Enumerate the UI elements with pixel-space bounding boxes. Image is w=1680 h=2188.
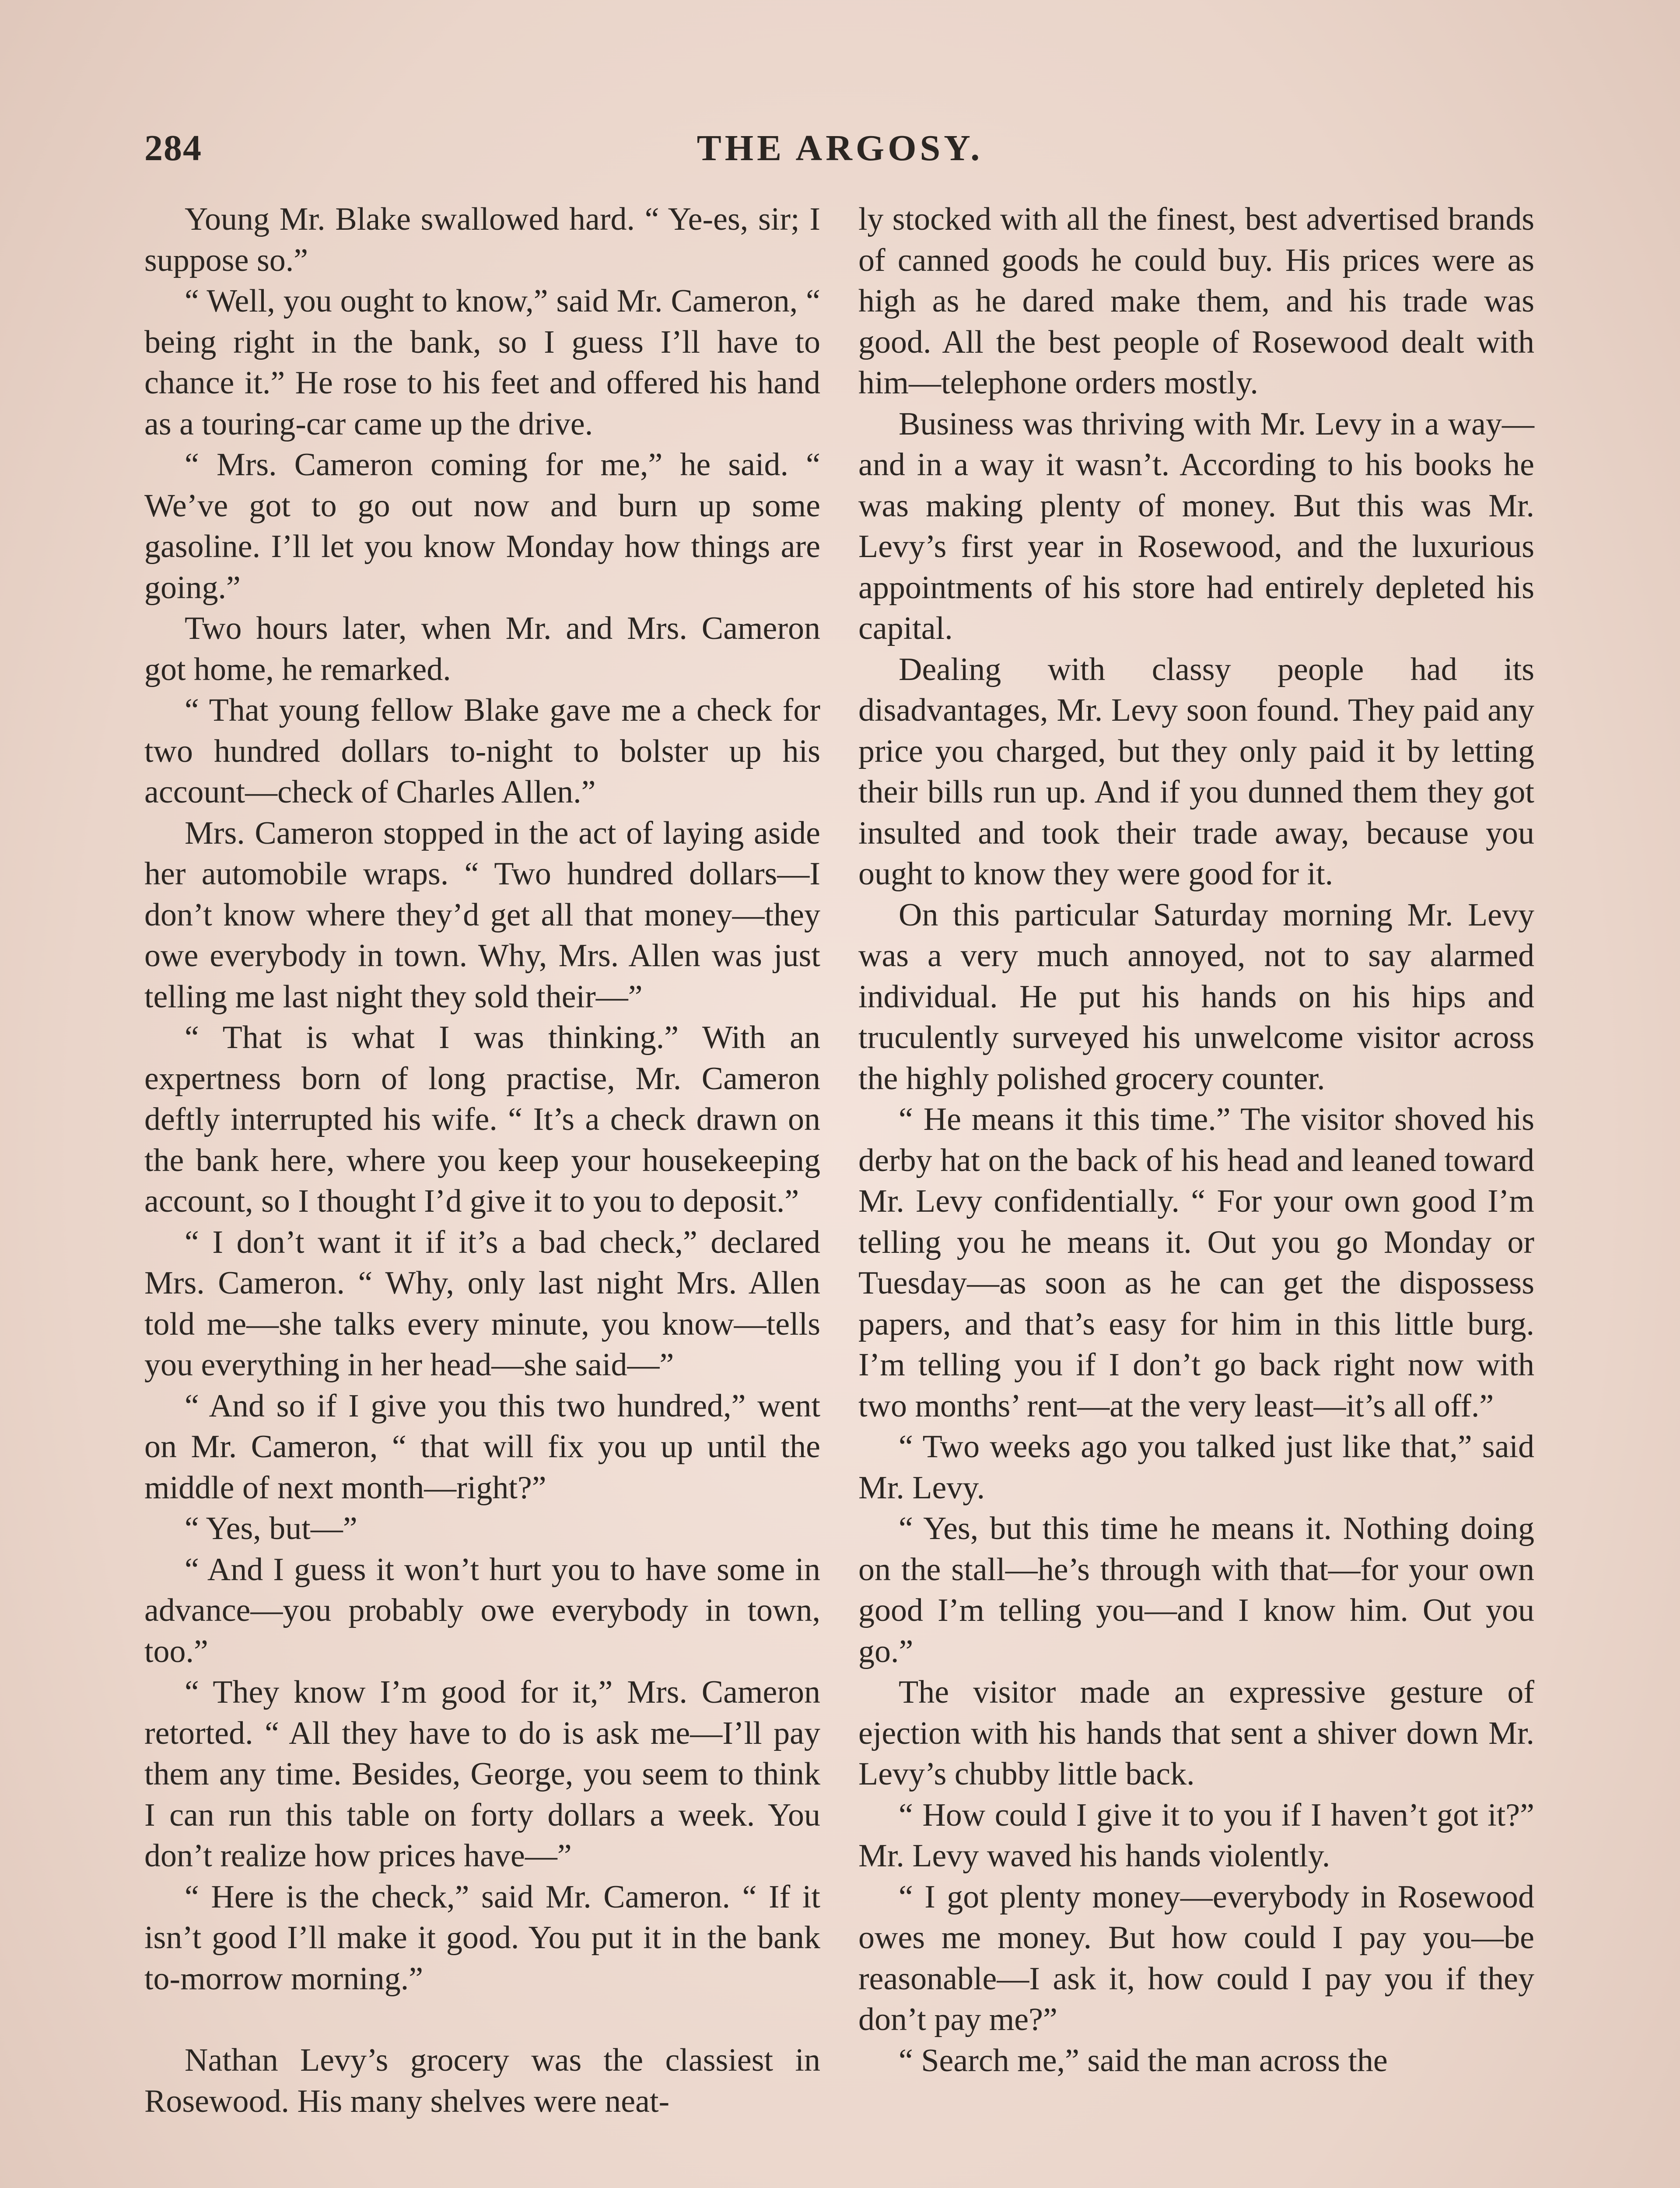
paragraph: Two hours later, when Mr. and Mrs. Cameron got home, he remarked. <box>144 610 820 687</box>
right-column <box>858 199 1534 2081</box>
paragraph: “ Yes, but—” <box>185 1511 357 1546</box>
paragraph: “ That young fellow Blake gave me a check for two hundred dollars to-night to bolster up his account—check of Charles Allen.” <box>144 692 820 810</box>
running-title: THE ARGOSY. <box>696 128 984 168</box>
paragraph: “ I got plenty money—everybody in Rosewood owes me money. But how could I pay you—be reasonable—I ask it, how could I pay you if they don’t pay me?” <box>858 1879 1534 2037</box>
paragraph: On this particular Saturday morning Mr. Levy was a very much annoyed, not to say alarmed individual. He put his hands on his hips and truculently surveyed his unwelcome visitor across the highly polished grocery counter. <box>858 897 1534 1097</box>
paragraph: “ And I guess it won’t hurt you to have some in advance—you probably owe everybody in town, too.” <box>144 1551 820 1669</box>
paragraph: ly stocked with all the finest, best advertised brands of canned goods he could buy. His prices were as high as he dared make them, and his trade was good. All the best people of Rosewood dealt with him—telephone orders mostly. <box>858 201 1534 401</box>
paragraph: “ Well, you ought to know,” said Mr. Cameron, “ being right in the bank, so I guess I’ll have to chance it.” He rose to his feet and offered his hand as a touring-car came up the drive. <box>144 283 820 442</box>
paragraph: “ Two weeks ago you talked just like that,” said Mr. Levy. <box>858 1429 1534 1506</box>
paragraph: Nathan Levy’s grocery was the classiest in Rosewood. His many shelves were neat- <box>144 2042 820 2119</box>
paragraph: “ How could I give it to you if I haven’t got it?” Mr. Levy waved his hands violently. <box>858 1797 1534 1874</box>
paragraph: “ Mrs. Cameron coming for me,” he said. “ We’ve got to go out now and burn up some gasoline. I’ll let you know Monday how things are going.” <box>144 447 820 606</box>
paragraph: Young Mr. Blake swallowed hard. “ Ye-es, sir; I suppose so.” <box>144 201 820 278</box>
page-number: 284 <box>144 128 202 168</box>
paragraph: “ He means it this time.” The visitor shoved his derby hat on the back of his head and leaned toward Mr. Levy confidentially. “ For your own good I’m telling you he means it. Out you go Monday or Tuesday—as soon as he can get the dispossess papers, and that’s easy for him in this little burg. I’m telling you if I don’t go back right now with two months’ rent—at the very least—it’s all off.” <box>858 1101 1534 1424</box>
paragraph: “ They know I’m good for it,” Mrs. Cameron retorted. “ All they have to do is ask me—I’ll pay them any time. Besides, George, you seem to think I can run this table on forty dollars a week. You don’t realize how prices have—” <box>144 1674 820 1874</box>
paragraph: “ And so if I give you this two hundred,” went on Mr. Cameron, “ that will fix you up until the middle of next month—right?” <box>144 1388 820 1506</box>
paragraph: “ Yes, but this time he means it. Nothing doing on the stall—he’s through with that—for your own good I’m telling you—and I know him. Out you go.” <box>858 1511 1534 1669</box>
left-column <box>144 199 820 2122</box>
paragraph: “ That is what I was thinking.” With an expertness born of long practise, Mr. Cameron deftly interrupted his wife. “ It’s a check drawn on the bank here, where you keep your housekeeping account, so I thought I’d give it to you to deposit.” <box>144 1020 820 1219</box>
paragraph: Business was thriving with Mr. Levy in a way—and in a way it wasn’t. According to his books he was making plenty of money. But this was Mr. Levy’s first year in Rosewood, and the luxurious appointments of his store had entirely depleted his capital. <box>858 406 1534 646</box>
paragraph: Mrs. Cameron stopped in the act of laying aside her automobile wraps. “ Two hundred dollars—I don’t know where they’d get all that money—they owe everybody in town. Why, Mrs. Allen was just telling me last night they sold their—” <box>144 815 820 1015</box>
paragraph: The visitor made an expressive gesture of ejection with his hands that sent a shiver down Mr. Levy’s chubby little back. <box>858 1674 1534 1792</box>
paragraph: “ I don’t want it if it’s a bad check,” declared Mrs. Cameron. “ Why, only last night Mrs. Allen told me—she talks every minute, you know—tells you everything in her head—she said—” <box>144 1224 820 1383</box>
paragraph: “ Here is the check,” said Mr. Cameron. “ If it isn’t good I’ll make it good. You put it in the bank to-morrow morning.” <box>144 1879 820 1997</box>
paragraph: “ Search me,” said the man across the <box>899 2042 1388 2079</box>
page-header <box>144 127 1536 175</box>
paragraph: Dealing with classy people had its disadvantages, Mr. Levy soon found. They paid any price you charged, but they only paid it by letting their bills run up. And if you dunned them they got insulted and took their trade away, because you ought to know they were good for it. <box>858 651 1534 892</box>
